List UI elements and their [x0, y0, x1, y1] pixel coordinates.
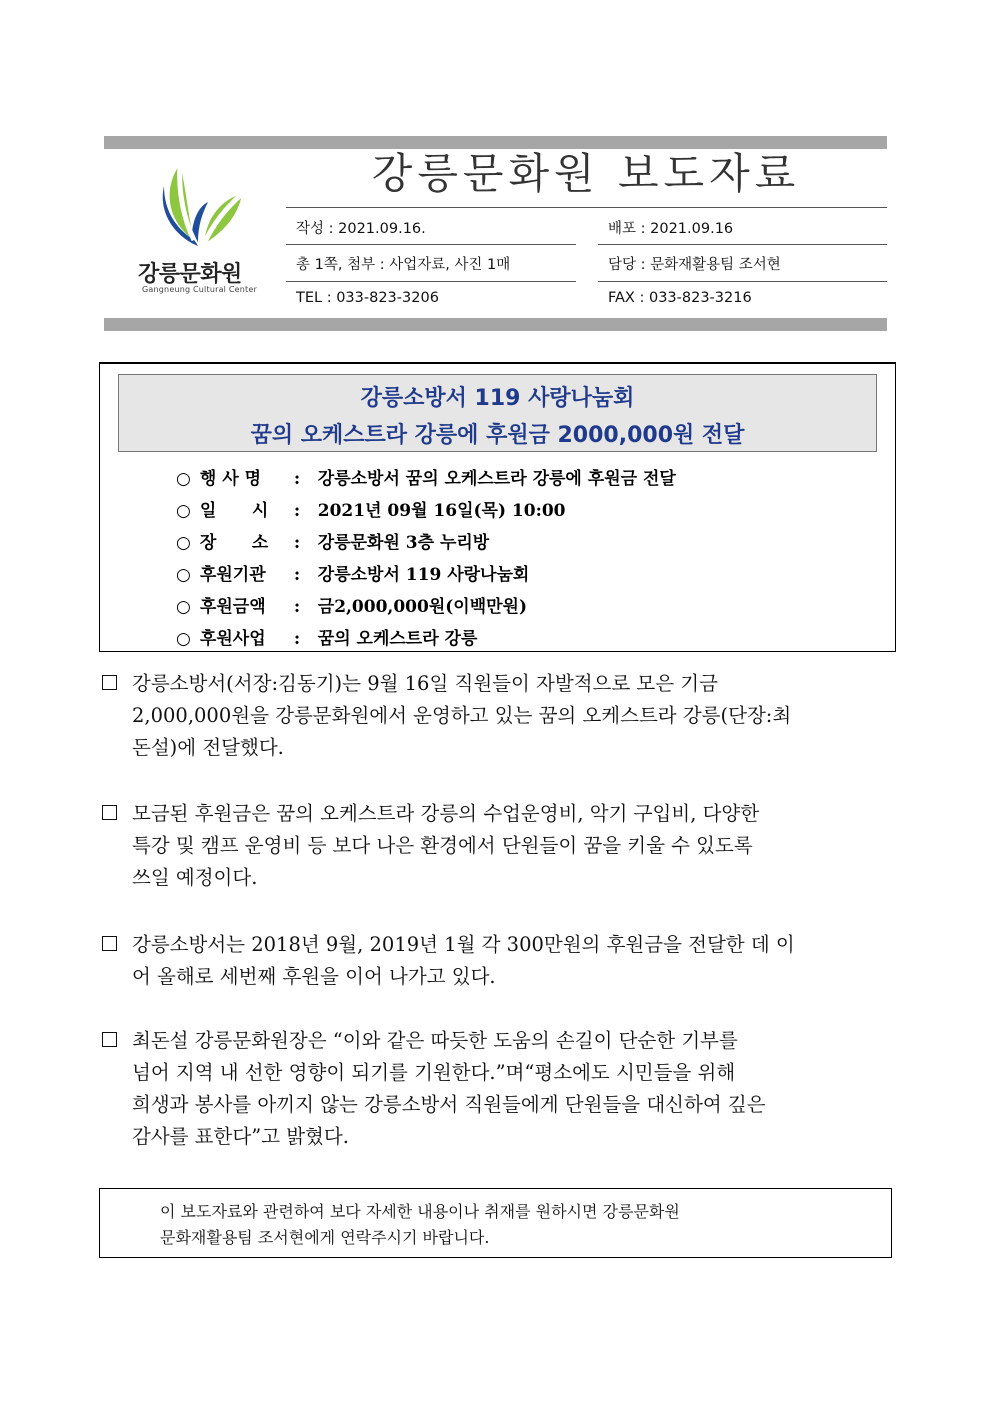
contact-note-line-2: 문화재활용팀 조서현에게 연락주시기 바랍니다. [160, 1228, 490, 1247]
detail-value: 금2,000,000원(이백만원) [317, 597, 528, 617]
circle-bullet-icon: ○ [176, 501, 191, 521]
circle-bullet-icon: ○ [176, 565, 191, 585]
info-divider [598, 244, 887, 245]
detail-label: 후원사업 [199, 629, 266, 649]
circle-bullet-icon: ○ [176, 597, 191, 617]
detail-label: 장 소 [199, 533, 269, 553]
detail-label: 행 사 명 [199, 469, 262, 489]
info-divider [286, 207, 887, 208]
written-date: 작성 : 2021.09.16. [296, 221, 426, 237]
checkbox-square-icon [102, 936, 117, 951]
leaf-logo-icon [158, 160, 244, 256]
document-title: 강릉문화원 보도자료 [371, 149, 801, 198]
contact-person: 담당 : 문화재활용팀 조서현 [608, 257, 781, 273]
detail-value: 강릉소방서 꿈의 오케스트라 강릉에 후원금 전달 [317, 469, 676, 489]
detail-row-place: ○ 장 소 : 강릉문화원 3층 누리방 [176, 528, 489, 553]
detail-row-datetime: ○ 일 시 : 2021년 09월 16일(목) 10:00 [176, 496, 566, 521]
checkbox-square-icon [102, 675, 117, 690]
detail-value: 강릉문화원 3층 누리방 [317, 533, 490, 553]
contact-note-line-1: 이 보도자료와 관련하여 보다 자세한 내용이나 취재를 원하시면 강릉문화원 [160, 1202, 680, 1221]
detail-value: 강릉소방서 119 사랑나눔회 [317, 565, 530, 585]
info-divider [286, 281, 576, 282]
header-bottom-bar [104, 318, 887, 331]
detail-label: 후원기관 [199, 565, 266, 585]
circle-bullet-icon: ○ [176, 629, 191, 649]
detail-row-amount: ○ 후원금액 : 금2,000,000원(이백만원) [176, 592, 527, 617]
circle-bullet-icon: ○ [176, 533, 191, 553]
info-divider [286, 244, 576, 245]
page-count-info: 총 1쪽, 첨부 : 사업자료, 사진 1매 [296, 257, 511, 273]
info-divider [598, 281, 887, 282]
logo-text-en: Gangneung Cultural Center [142, 285, 257, 294]
detail-row-sponsor: ○ 후원기관 : 강릉소방서 119 사랑나눔회 [176, 560, 529, 585]
headline-box [118, 374, 877, 452]
detail-label: 일 시 [199, 501, 269, 521]
circle-bullet-icon: ○ [176, 469, 191, 489]
detail-value: 2021년 09월 16일(목) 10:00 [317, 501, 566, 521]
logo-text-kr: 강릉문화원 [138, 262, 242, 287]
detail-row-event-name: ○ 행 사 명 : 강릉소방서 꿈의 오케스트라 강릉에 후원금 전달 [176, 464, 676, 489]
detail-value: 꿈의 오케스트라 강릉 [317, 629, 478, 649]
distributed-date: 배포 : 2021.09.16 [608, 221, 734, 237]
checkbox-square-icon [102, 1032, 117, 1047]
detail-row-program: ○ 후원사업 : 꿈의 오케스트라 강릉 [176, 624, 477, 649]
detail-label: 후원금액 [199, 597, 266, 617]
fax-number: FAX : 033-823-3216 [608, 290, 752, 306]
headline-line-1: 강릉소방서 119 사랑나눔회 [360, 386, 635, 411]
checkbox-square-icon [102, 805, 117, 820]
headline-line-2: 꿈의 오케스트라 강릉에 후원금 2000,000원 전달 [250, 423, 745, 448]
tel-number: TEL : 033-823-3206 [296, 290, 439, 306]
logo [130, 160, 270, 300]
